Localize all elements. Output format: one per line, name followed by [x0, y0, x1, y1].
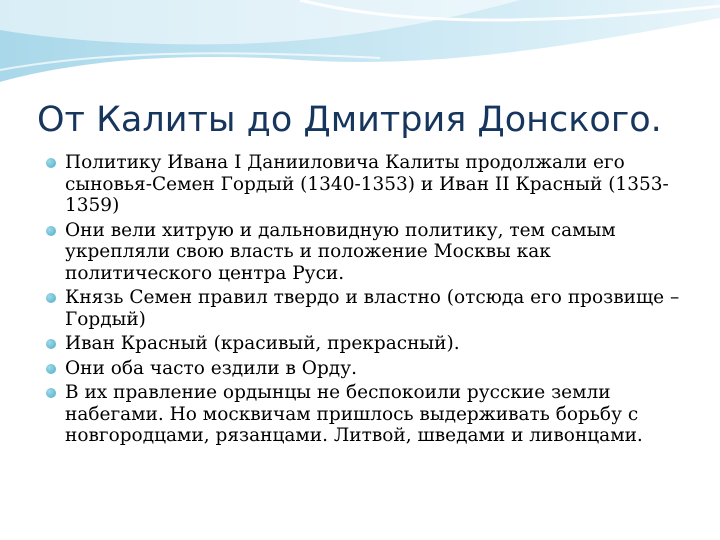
list-item	[46, 382, 682, 447]
list-item	[46, 287, 682, 330]
bullet-dot-icon	[46, 158, 56, 168]
bullet-text: Князь Семен правил твердо и властно (отсюда его прозвище – Гордый)	[65, 287, 680, 330]
list-item	[46, 152, 682, 217]
bullet-text: Иван Красный (красивый, прекрасный).	[65, 333, 460, 354]
slide-title: От Калиты до Дмитрия Донского.	[37, 100, 662, 140]
bullet-dot-icon	[46, 226, 56, 236]
bullet-text: Они вели хитрую и дальновидную политику, тем самым укрепляли свою власть и положение Москвы как политического центра Руси.	[65, 219, 616, 284]
bullet-dot-icon	[46, 293, 56, 303]
list-item	[46, 220, 682, 285]
bullet-text: Политику Ивана I Данииловича Калиты продолжали его сыновья-Семен Гордый (1340-1353) и Иван II Красный (1353-1359)	[65, 152, 669, 216]
list-item	[46, 333, 682, 355]
header-wave-decoration	[0, 0, 720, 110]
bullet-dot-icon	[46, 388, 56, 398]
bullet-text: В их правление ордынцы не беспокоили русские земли набегами. Но москвичам пришлось выдерживать борьбу с новгородцами, рязанцами. Литвой, шведами и ливонцами.	[65, 382, 643, 446]
list-item	[46, 358, 682, 380]
bullet-list	[46, 152, 682, 450]
bullet-text: Они оба часто ездили в Орду.	[65, 357, 357, 379]
bullet-dot-icon	[46, 364, 56, 374]
bullet-dot-icon	[46, 339, 56, 349]
